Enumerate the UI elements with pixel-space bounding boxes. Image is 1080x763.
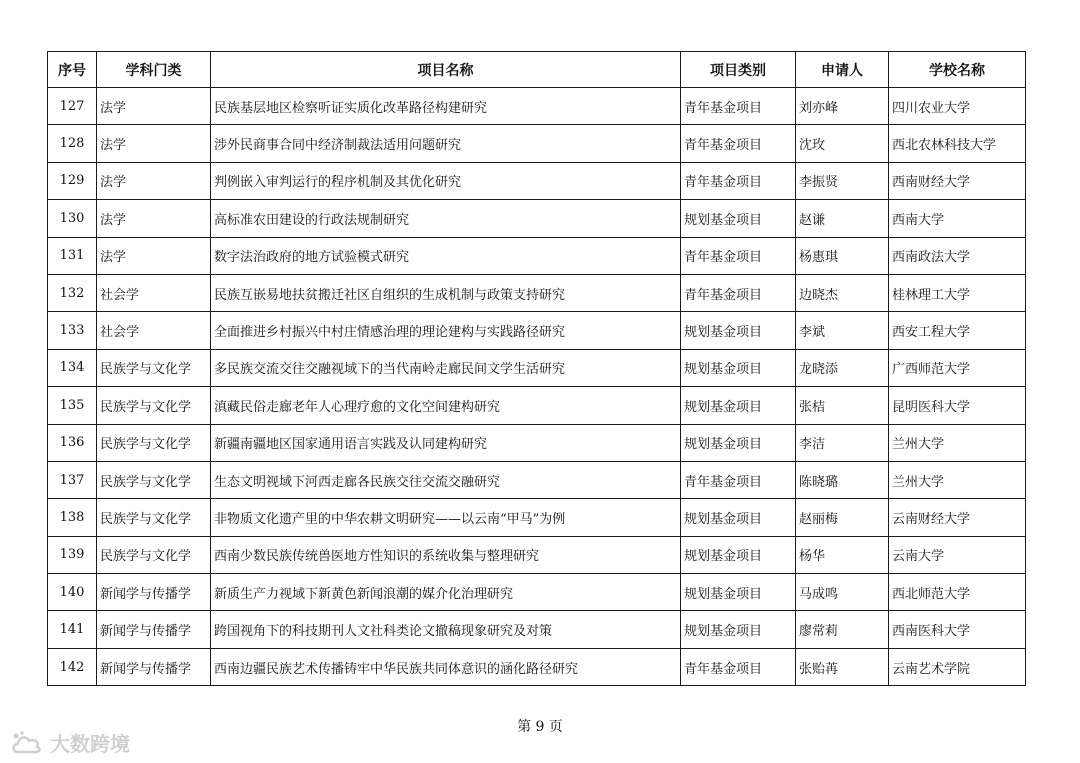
cell-seq: 134 bbox=[48, 349, 97, 386]
cloud-logo-icon bbox=[10, 730, 44, 756]
cell-category: 规划基金项目 bbox=[681, 387, 796, 424]
header-applicant: 申请人 bbox=[796, 52, 889, 88]
table-row bbox=[48, 88, 1026, 125]
cell-discipline: 民族学与文化学 bbox=[97, 387, 211, 424]
cell-project: 民族互嵌易地扶贫搬迁社区自组织的生成机制与政策支持研究 bbox=[211, 274, 681, 311]
cell-discipline: 法学 bbox=[97, 237, 211, 274]
cell-school: 云南艺术学院 bbox=[889, 648, 1026, 685]
cell-category: 规划基金项目 bbox=[681, 536, 796, 573]
header-project: 项目名称 bbox=[211, 52, 681, 88]
cell-applicant: 赵谦 bbox=[796, 200, 889, 237]
cell-project: 西南边疆民族艺术传播铸牢中华民族共同体意识的涵化路径研究 bbox=[211, 648, 681, 685]
cell-discipline: 法学 bbox=[97, 88, 211, 125]
cell-applicant: 杨惠琪 bbox=[796, 237, 889, 274]
cell-applicant: 李振贤 bbox=[796, 162, 889, 199]
cell-project: 民族基层地区检察听证实质化改革路径构建研究 bbox=[211, 88, 681, 125]
cell-discipline: 新闻学与传播学 bbox=[97, 648, 211, 685]
cell-applicant: 陈晓璐 bbox=[796, 461, 889, 498]
cell-project: 新疆南疆地区国家通用语言实践及认同建构研究 bbox=[211, 424, 681, 461]
cell-discipline: 法学 bbox=[97, 162, 211, 199]
cell-applicant: 张桔 bbox=[796, 387, 889, 424]
table-row bbox=[48, 499, 1026, 536]
cell-discipline: 民族学与文化学 bbox=[97, 349, 211, 386]
cell-seq: 140 bbox=[48, 574, 97, 611]
cell-project: 生态文明视域下河西走廊各民族交往交流交融研究 bbox=[211, 461, 681, 498]
cell-school: 广西师范大学 bbox=[889, 349, 1026, 386]
cell-discipline: 新闻学与传播学 bbox=[97, 574, 211, 611]
cell-discipline: 社会学 bbox=[97, 312, 211, 349]
cell-project: 非物质文化遗产里的中华农耕文明研究——以云南“甲马”为例 bbox=[211, 499, 681, 536]
cell-applicant: 刘亦峰 bbox=[796, 88, 889, 125]
cell-project: 多民族交流交往交融视域下的当代南岭走廊民间文学生活研究 bbox=[211, 349, 681, 386]
watermark-text: 大数跨境 bbox=[50, 732, 130, 756]
cell-school: 西北师范大学 bbox=[889, 574, 1026, 611]
cell-discipline: 民族学与文化学 bbox=[97, 424, 211, 461]
cell-project: 全面推进乡村振兴中村庄情感治理的理论建构与实践路径研究 bbox=[211, 312, 681, 349]
cell-school: 西安工程大学 bbox=[889, 312, 1026, 349]
header-seq: 序号 bbox=[48, 52, 97, 88]
table-row bbox=[48, 574, 1026, 611]
cell-discipline: 民族学与文化学 bbox=[97, 536, 211, 573]
cell-discipline: 社会学 bbox=[97, 274, 211, 311]
cell-discipline: 民族学与文化学 bbox=[97, 499, 211, 536]
cell-school: 西南政法大学 bbox=[889, 237, 1026, 274]
table-row bbox=[48, 200, 1026, 237]
cell-school: 昆明医科大学 bbox=[889, 387, 1026, 424]
cell-seq: 133 bbox=[48, 312, 97, 349]
cell-applicant: 李斌 bbox=[796, 312, 889, 349]
cell-category: 规划基金项目 bbox=[681, 349, 796, 386]
table-row bbox=[48, 125, 1026, 162]
cell-applicant: 沈玫 bbox=[796, 125, 889, 162]
cell-school: 兰州大学 bbox=[889, 461, 1026, 498]
watermark bbox=[10, 728, 130, 757]
cell-applicant: 杨华 bbox=[796, 536, 889, 573]
cell-project: 高标准农田建设的行政法规制研究 bbox=[211, 200, 681, 237]
cell-project: 西南少数民族传统兽医地方性知识的系统收集与整理研究 bbox=[211, 536, 681, 573]
cell-seq: 129 bbox=[48, 162, 97, 199]
table-row bbox=[48, 648, 1026, 685]
cell-school: 桂林理工大学 bbox=[889, 274, 1026, 311]
table-row bbox=[48, 424, 1026, 461]
cell-category: 规划基金项目 bbox=[681, 499, 796, 536]
table-row bbox=[48, 312, 1026, 349]
table-row bbox=[48, 536, 1026, 573]
cell-category: 青年基金项目 bbox=[681, 274, 796, 311]
cell-seq: 127 bbox=[48, 88, 97, 125]
table-row bbox=[48, 349, 1026, 386]
cell-seq: 128 bbox=[48, 125, 97, 162]
cell-school: 西南医科大学 bbox=[889, 611, 1026, 648]
cell-seq: 131 bbox=[48, 237, 97, 274]
cell-project: 跨国视角下的科技期刊人文社科类论文撤稿现象研究及对策 bbox=[211, 611, 681, 648]
cell-seq: 132 bbox=[48, 274, 97, 311]
cell-category: 规划基金项目 bbox=[681, 424, 796, 461]
page-number: 第 9 页 bbox=[517, 719, 563, 735]
cell-applicant: 赵丽梅 bbox=[796, 499, 889, 536]
cell-project: 新质生产力视域下新黄色新闻浪潮的媒介化治理研究 bbox=[211, 574, 681, 611]
cell-seq: 138 bbox=[48, 499, 97, 536]
cell-category: 青年基金项目 bbox=[681, 237, 796, 274]
cell-school: 西北农林科技大学 bbox=[889, 125, 1026, 162]
cell-school: 西南财经大学 bbox=[889, 162, 1026, 199]
cell-school: 云南大学 bbox=[889, 536, 1026, 573]
cell-category: 规划基金项目 bbox=[681, 312, 796, 349]
project-table bbox=[47, 51, 1026, 686]
cell-applicant: 李洁 bbox=[796, 424, 889, 461]
cell-applicant: 张贻苒 bbox=[796, 648, 889, 685]
cell-category: 规划基金项目 bbox=[681, 574, 796, 611]
cell-school: 四川农业大学 bbox=[889, 88, 1026, 125]
cell-school: 兰州大学 bbox=[889, 424, 1026, 461]
cell-project: 滇藏民俗走廊老年人心理疗愈的文化空间建构研究 bbox=[211, 387, 681, 424]
cell-school: 西南大学 bbox=[889, 200, 1026, 237]
cell-category: 青年基金项目 bbox=[681, 88, 796, 125]
cell-applicant: 马成鸣 bbox=[796, 574, 889, 611]
table-row bbox=[48, 461, 1026, 498]
cell-seq: 136 bbox=[48, 424, 97, 461]
table-row bbox=[48, 611, 1026, 648]
cell-seq: 130 bbox=[48, 200, 97, 237]
table-row bbox=[48, 237, 1026, 274]
cell-discipline: 新闻学与传播学 bbox=[97, 611, 211, 648]
cell-school: 云南财经大学 bbox=[889, 499, 1026, 536]
cell-applicant: 龙晓添 bbox=[796, 349, 889, 386]
cell-seq: 142 bbox=[48, 648, 97, 685]
cell-category: 规划基金项目 bbox=[681, 611, 796, 648]
cell-project: 判例嵌入审判运行的程序机制及其优化研究 bbox=[211, 162, 681, 199]
cell-discipline: 法学 bbox=[97, 125, 211, 162]
cell-applicant: 廖常莉 bbox=[796, 611, 889, 648]
table-row bbox=[48, 162, 1026, 199]
cell-project: 涉外民商事合同中经济制裁法适用问题研究 bbox=[211, 125, 681, 162]
header-discipline: 学科门类 bbox=[97, 52, 211, 88]
cell-seq: 137 bbox=[48, 461, 97, 498]
header-category: 项目类别 bbox=[681, 52, 796, 88]
cell-category: 青年基金项目 bbox=[681, 461, 796, 498]
header-school: 学校名称 bbox=[889, 52, 1026, 88]
cell-category: 青年基金项目 bbox=[681, 125, 796, 162]
cell-category: 规划基金项目 bbox=[681, 200, 796, 237]
cell-applicant: 边晓杰 bbox=[796, 274, 889, 311]
cell-discipline: 民族学与文化学 bbox=[97, 461, 211, 498]
table-body bbox=[48, 88, 1026, 686]
table-row bbox=[48, 387, 1026, 424]
cell-seq: 141 bbox=[48, 611, 97, 648]
cell-category: 青年基金项目 bbox=[681, 162, 796, 199]
cell-seq: 135 bbox=[48, 387, 97, 424]
cell-project: 数字法治政府的地方试验模式研究 bbox=[211, 237, 681, 274]
cell-discipline: 法学 bbox=[97, 200, 211, 237]
cell-seq: 139 bbox=[48, 536, 97, 573]
table-row bbox=[48, 274, 1026, 311]
table-header-row bbox=[48, 52, 1026, 88]
cell-category: 青年基金项目 bbox=[681, 648, 796, 685]
